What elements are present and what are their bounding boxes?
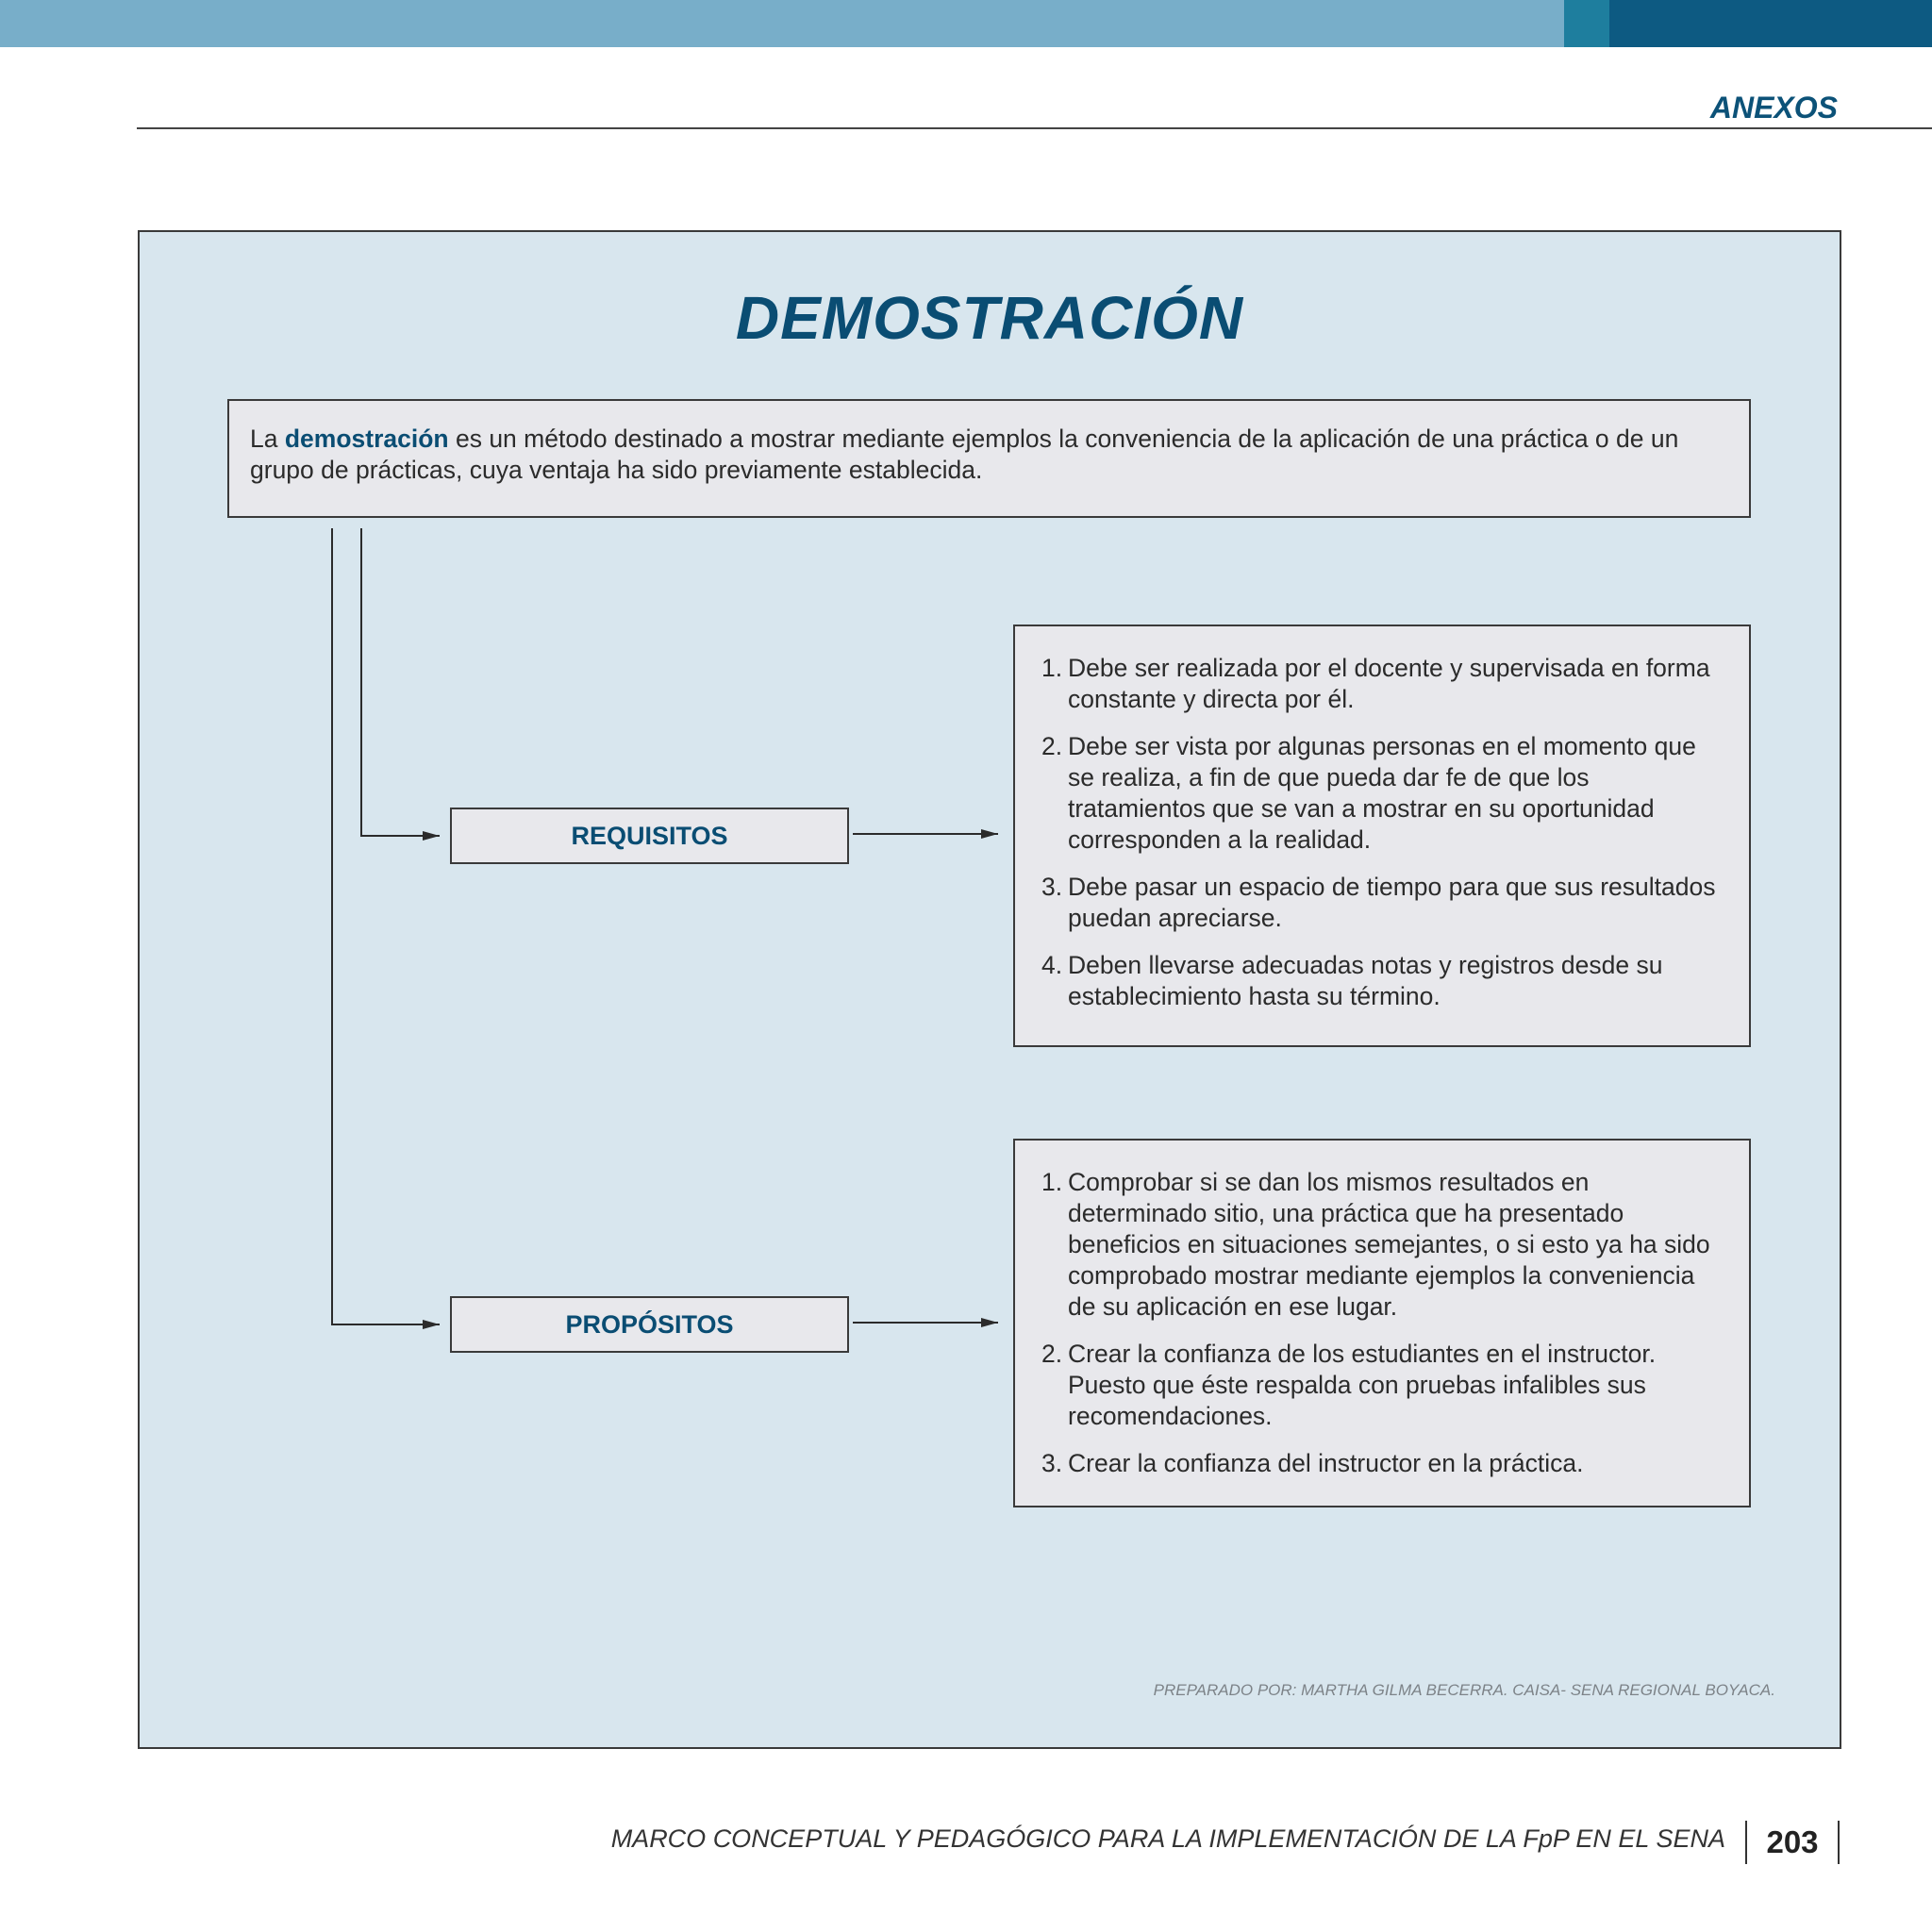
list-item-number: 2. <box>1041 1340 1063 1368</box>
connector-to-propositos <box>332 528 440 1324</box>
footer-title: MARCO CONCEPTUAL Y PEDAGÓGICO PARA LA IMPLEMENTACIÓN DE LA FpP EN EL SENA <box>610 1824 1725 1853</box>
list-item-number: 2. <box>1041 732 1063 760</box>
list-item-text: Debe ser vista por algunas personas en el momento que se realiza, a fin de que pueda dar fe de que los tratamientos que se van a mostrar en su oportunidad corresponden a la realidad. <box>1068 732 1696 854</box>
list-item-text: Comprobar si se dan los mismos resultados en determinado sitio, una práctica que ha presentado beneficios en situaciones semejantes, o si esto ya ha sido comprobado mostrar mediante ejemplos la conveniencia de su aplicación en ese lugar. <box>1068 1168 1710 1321</box>
list-item <box>1041 653 1723 715</box>
list-item-number: 3. <box>1041 873 1063 901</box>
list-item-number: 1. <box>1041 654 1063 682</box>
footer-divider <box>1838 1821 1840 1864</box>
list-item <box>1041 1448 1723 1479</box>
propositos-label: PROPÓSITOS <box>565 1309 734 1339</box>
definition-keyword: demostración <box>284 425 449 453</box>
list-item <box>1041 1167 1723 1323</box>
list-item-number: 3. <box>1041 1449 1063 1477</box>
propositos-box <box>450 1296 849 1353</box>
requisitos-box <box>450 808 849 864</box>
definition-prefix: La <box>250 425 285 453</box>
definition-text: es un método destinado a mostrar mediante ejemplos la conveniencia de la aplicación de una práctica o de un grupo de prácticas, cuya ventaja ha sido previamente establecida. <box>250 425 1679 484</box>
list-item-text: Crear la confianza del instructor en la práctica. <box>1068 1449 1584 1477</box>
list-item-text: Crear la confianza de los estudiantes en el instructor. Puesto que éste respalda con pruebas infalibles sus recomendaciones. <box>1068 1340 1657 1430</box>
list-item <box>1041 950 1723 1012</box>
credit-text: PREPARADO POR: MARTHA GILMA BECERRA. CAISA- SENA REGIONAL BOYACA. <box>1153 1681 1775 1699</box>
connector-to-requisitos <box>361 528 440 836</box>
list-item <box>1041 731 1723 856</box>
list-item-number: 4. <box>1041 951 1063 979</box>
list-item <box>1041 1339 1723 1432</box>
propositos-list <box>1041 1167 1723 1479</box>
requisitos-label: REQUISITOS <box>571 821 728 850</box>
list-item-text: Debe ser realizada por el docente y supervisada en forma constante y directa por él. <box>1068 654 1710 713</box>
diagram-title: DEMOSTRACIÓN <box>735 284 1244 352</box>
list-item-text: Deben llevarse adecuadas notas y registros desde su establecimiento hasta su término. <box>1068 951 1663 1010</box>
requisitos-list-box <box>1013 625 1751 1047</box>
list-item-number: 1. <box>1041 1168 1063 1196</box>
section-label: ANEXOS <box>1709 91 1838 125</box>
page-number: 203 <box>1766 1824 1819 1859</box>
list-item <box>1041 872 1723 934</box>
list-item-text: Debe pasar un espacio de tiempo para que sus resultados puedan apreciarse. <box>1068 873 1716 932</box>
requisitos-list <box>1041 653 1723 1012</box>
propositos-list-box <box>1013 1139 1751 1507</box>
